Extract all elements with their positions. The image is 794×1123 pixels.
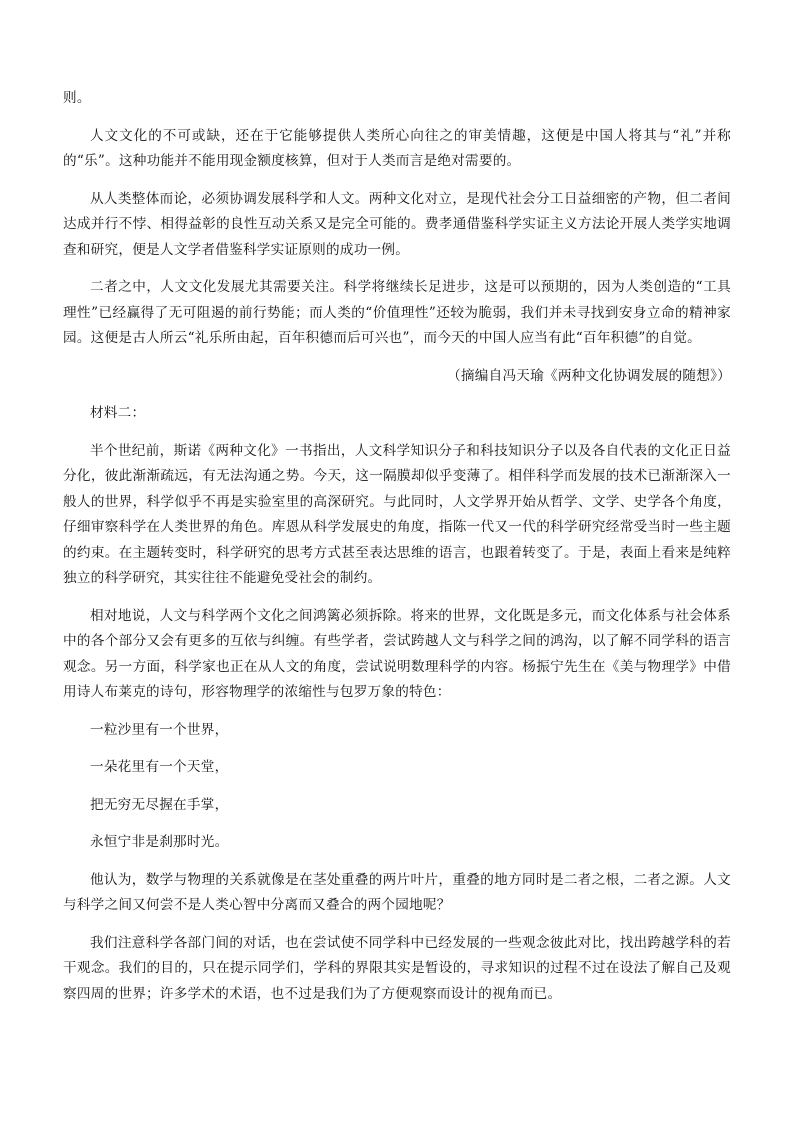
paragraph-aesthetic: 人文文化的不可或缺，还在于它能够提供人类所心向往之的审美情趣，这便是中国人将其与“礼”并称的“乐”。这种功能并不能用现金额度核算，但对于人类而言是绝对需要的。 (63, 127, 731, 169)
paragraph-leaves: 他认为，数学与物理的关系就像是在茎处重叠的两片叶片，重叠的地方同时是二者之根，二者之源。人文与科学之间又何尝不是人类心智中分离而又叠合的两个园地呢？ (63, 871, 731, 913)
material-heading: 材料二： (90, 405, 146, 421)
paragraph-coordination: 从人类整体而论，必须协调发展科学和人文。两种文化对立，是现代社会分工日益细密的产物，但二者间达成并行不悖、相得益彰的良性互动关系又是完全可能的。费孝通借鉴科学实证主义方法论开展人类学实地调查和研究，便是人文学者借鉴科学实证原则的成功一例。 (63, 190, 731, 258)
poem-line-3: 把无穷无尽握在手掌， (90, 796, 229, 813)
poem-line-1: 一粒沙里有一个世界， (90, 721, 229, 738)
poem-line-4: 永恒宁非是刹那时光。 (90, 834, 229, 850)
paragraph-bridging: 相对地说，人文与科学两个文化之间鸿篱必须拆除。将来的世界，文化既是多元，而文化体系与社会体系中的各个部分又会有更多的互依与纠缠。有些学者，尝试跨越人文与科学之间的鸿沟，以了解不同学科的语言观念。另一方面，科学家也正在从人文的角度，尝试说明数理科学的内容。杨振宁先生在《美与物理学》中借用诗人布莱克的诗句，形容物理学的浓缩性与包罗万象的特色： (63, 607, 731, 700)
poem-line-2: 一朵花里有一个天堂， (90, 759, 229, 775)
paragraph-two-cultures: 半个世纪前，斯诺《两种文化》一书指出，人文科学知识分子和科技知识分子以及各自代表的文化正日益分化，彼此渐渐疏远，有无法沟通之势。今天，这一隔膜却似乎变薄了。相伴科学而发展的技术已渐渐深入一般人的世界，科学似乎不再是实验室里的高深研究。与此同时，人文学界开始从哲学、文学、史学各个角度，仔细审察科学在人类世界的角色。库恩从科学发展史的角度，指陈一代又一代的科学研究经常受当时一些主题的约束。在主题转变时，科学研究的思考方式甚至表达思维的语言，也跟着转变了。于是，表面上看来是纯粹独立的科学研究，其实往往不能避免受社会的制约。 (63, 442, 731, 586)
paragraph-dialogue: 我们注意科学各部门间的对话，也在尝试使不同学科中已经发展的一些观念彼此对比，找出跨越学科的若干观念。我们的目的，只在提示同学们，学科的界限其实是暂设的，寻求知识的过程不过在设法了解自己及观察四周的世界；许多学术的术语，也不过是我们为了方便观察而设计的视角而已。 (63, 934, 731, 1002)
paragraph-continuation: 则。 (63, 90, 91, 106)
source-citation: （摘编自冯天瑜《两种文化协调发展的随想》） (447, 367, 731, 384)
document-page (63, 86, 731, 1007)
paragraph-humanities-focus: 二者之中，人文文化发展尤其需要关注。科学将继续长足进步，这是可以预期的，因为人类创造的“工具理性”已经赢得了无可阻遏的前行势能；而人类的“价值理性”还较为脆弱，我们并未寻找到安身立命的精神家园。这便是古人所云“礼乐所由起，百年积德而后可兴也”，而今天的中国人应当有此“百年积德”的自觉。 (63, 279, 731, 346)
